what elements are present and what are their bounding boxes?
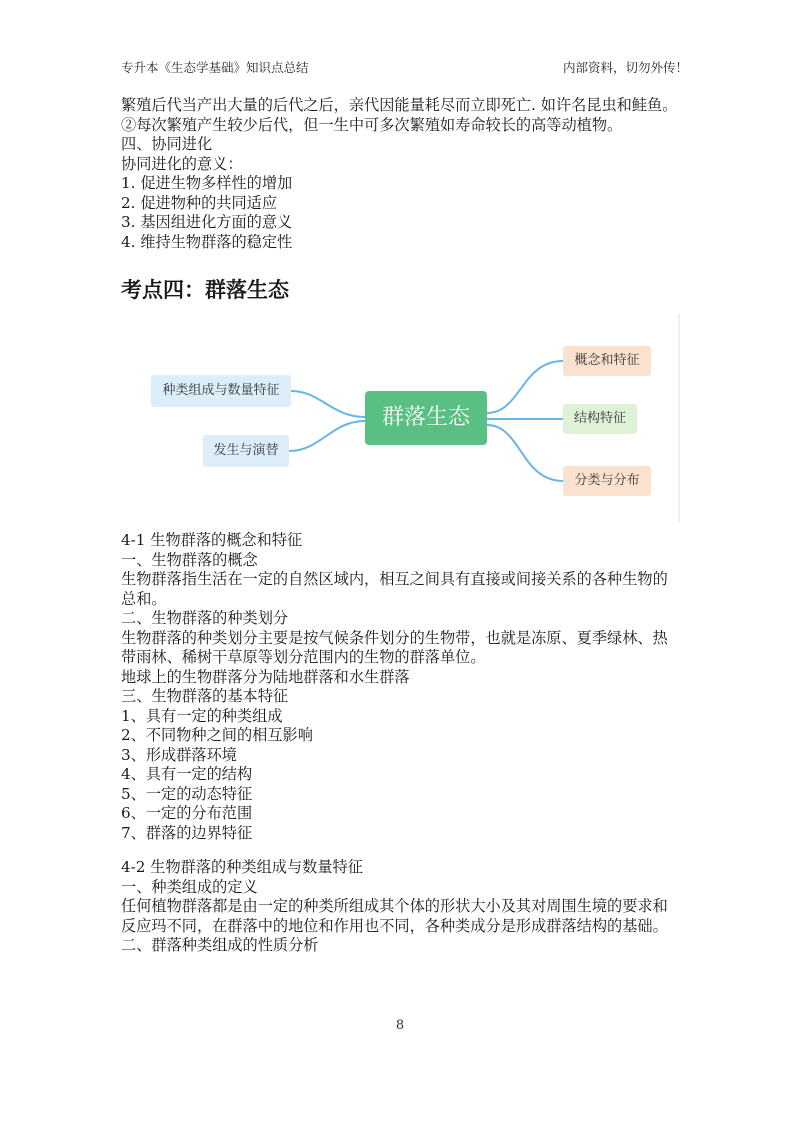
mind-map-node-succession: 发生与演替 (203, 435, 289, 467)
section-heading: 4-1 生物群落的概念和特征 (121, 531, 303, 549)
page-content (121, 96, 681, 956)
list-item: 1、具有一定的种类组成 (121, 706, 283, 725)
paragraph: 任何植物群落都是由一定的种类所组成其个体的形状大小及其对周围生境的要求和反应玛不同，在群落中的地位和作用也不同，各种类成分是形成群落结构的基础。 (121, 897, 668, 935)
subsection-title: 一、种类组成的定义 (121, 877, 258, 896)
section-heading: 四、协同进化 (121, 135, 213, 153)
paragraph: 生物群落的种类划分主要是按气候条件划分的生物带，也就是冻原、夏季绿林、热带雨林、稀树干草原等划分范围内的生物的群落单位。 (121, 628, 668, 666)
subsection-title: 一、生物群落的概念 (121, 550, 258, 569)
list-item: 7、群落的边界特征 (121, 823, 253, 842)
page-number: 8 (395, 1018, 405, 1033)
section-heading: 4-2 生物群落的种类组成与数量特征 (121, 858, 363, 876)
mind-map-node-concept: 概念和特征 (563, 346, 651, 376)
section-subheading: 协同进化的意义： (121, 154, 243, 173)
subsection-title: 二、群落种类组成的性质分析 (121, 936, 319, 954)
list-item: 2. 促进物种的共同适应 (121, 193, 278, 212)
list-item: 5、一定的动态特征 (121, 784, 253, 803)
list-item: 2、不同物种之间的相互影响 (121, 726, 313, 744)
mind-map (121, 313, 681, 523)
paragraph: 生物群落指生活在一定的自然区域内，相互之间具有直接或间接关系的各种生物的总和。 (121, 570, 668, 608)
list-item: 6、一定的分布范围 (121, 804, 253, 822)
list-item: 4. 维持生物群落的稳定性 (121, 232, 293, 251)
paragraph: 地球上的生物群落分为陆地群落和水生群落 (121, 667, 410, 686)
mind-map-node-structure: 结构特征 (563, 404, 637, 434)
page-title: 考点四：群落生态 (121, 278, 289, 302)
subsection-title: 三、生物群落的基本特征 (121, 687, 289, 705)
subsection-title: 二、生物群落的种类划分 (121, 609, 289, 627)
mind-map-node-distribution: 分类与分布 (563, 466, 651, 496)
header-left: 专升本《生态学基础》知识点总结 (121, 60, 309, 75)
intro-paragraph: 繁殖后代当产出大量的后代之后，亲代因能量耗尽而立即死亡. 如许名昆虫和鲑鱼。②每次繁殖产生较少后代，但一生中可多次繁殖如寿命较长的高等动植物。 (121, 96, 678, 134)
list-item: 1. 促进生物多样性的增加 (121, 174, 293, 192)
list-item: 3. 基因组进化方面的意义 (121, 213, 293, 231)
mind-map-node-species: 种类组成与数量特征 (151, 375, 291, 407)
mind-map-center-node: 群落生态 (365, 391, 487, 445)
header-right: 内部资料，切勿外传！ (562, 60, 688, 75)
list-item: 3、形成群落环境 (121, 745, 237, 764)
list-item: 4、具有一定的结构 (121, 765, 253, 783)
spacer (121, 843, 681, 858)
